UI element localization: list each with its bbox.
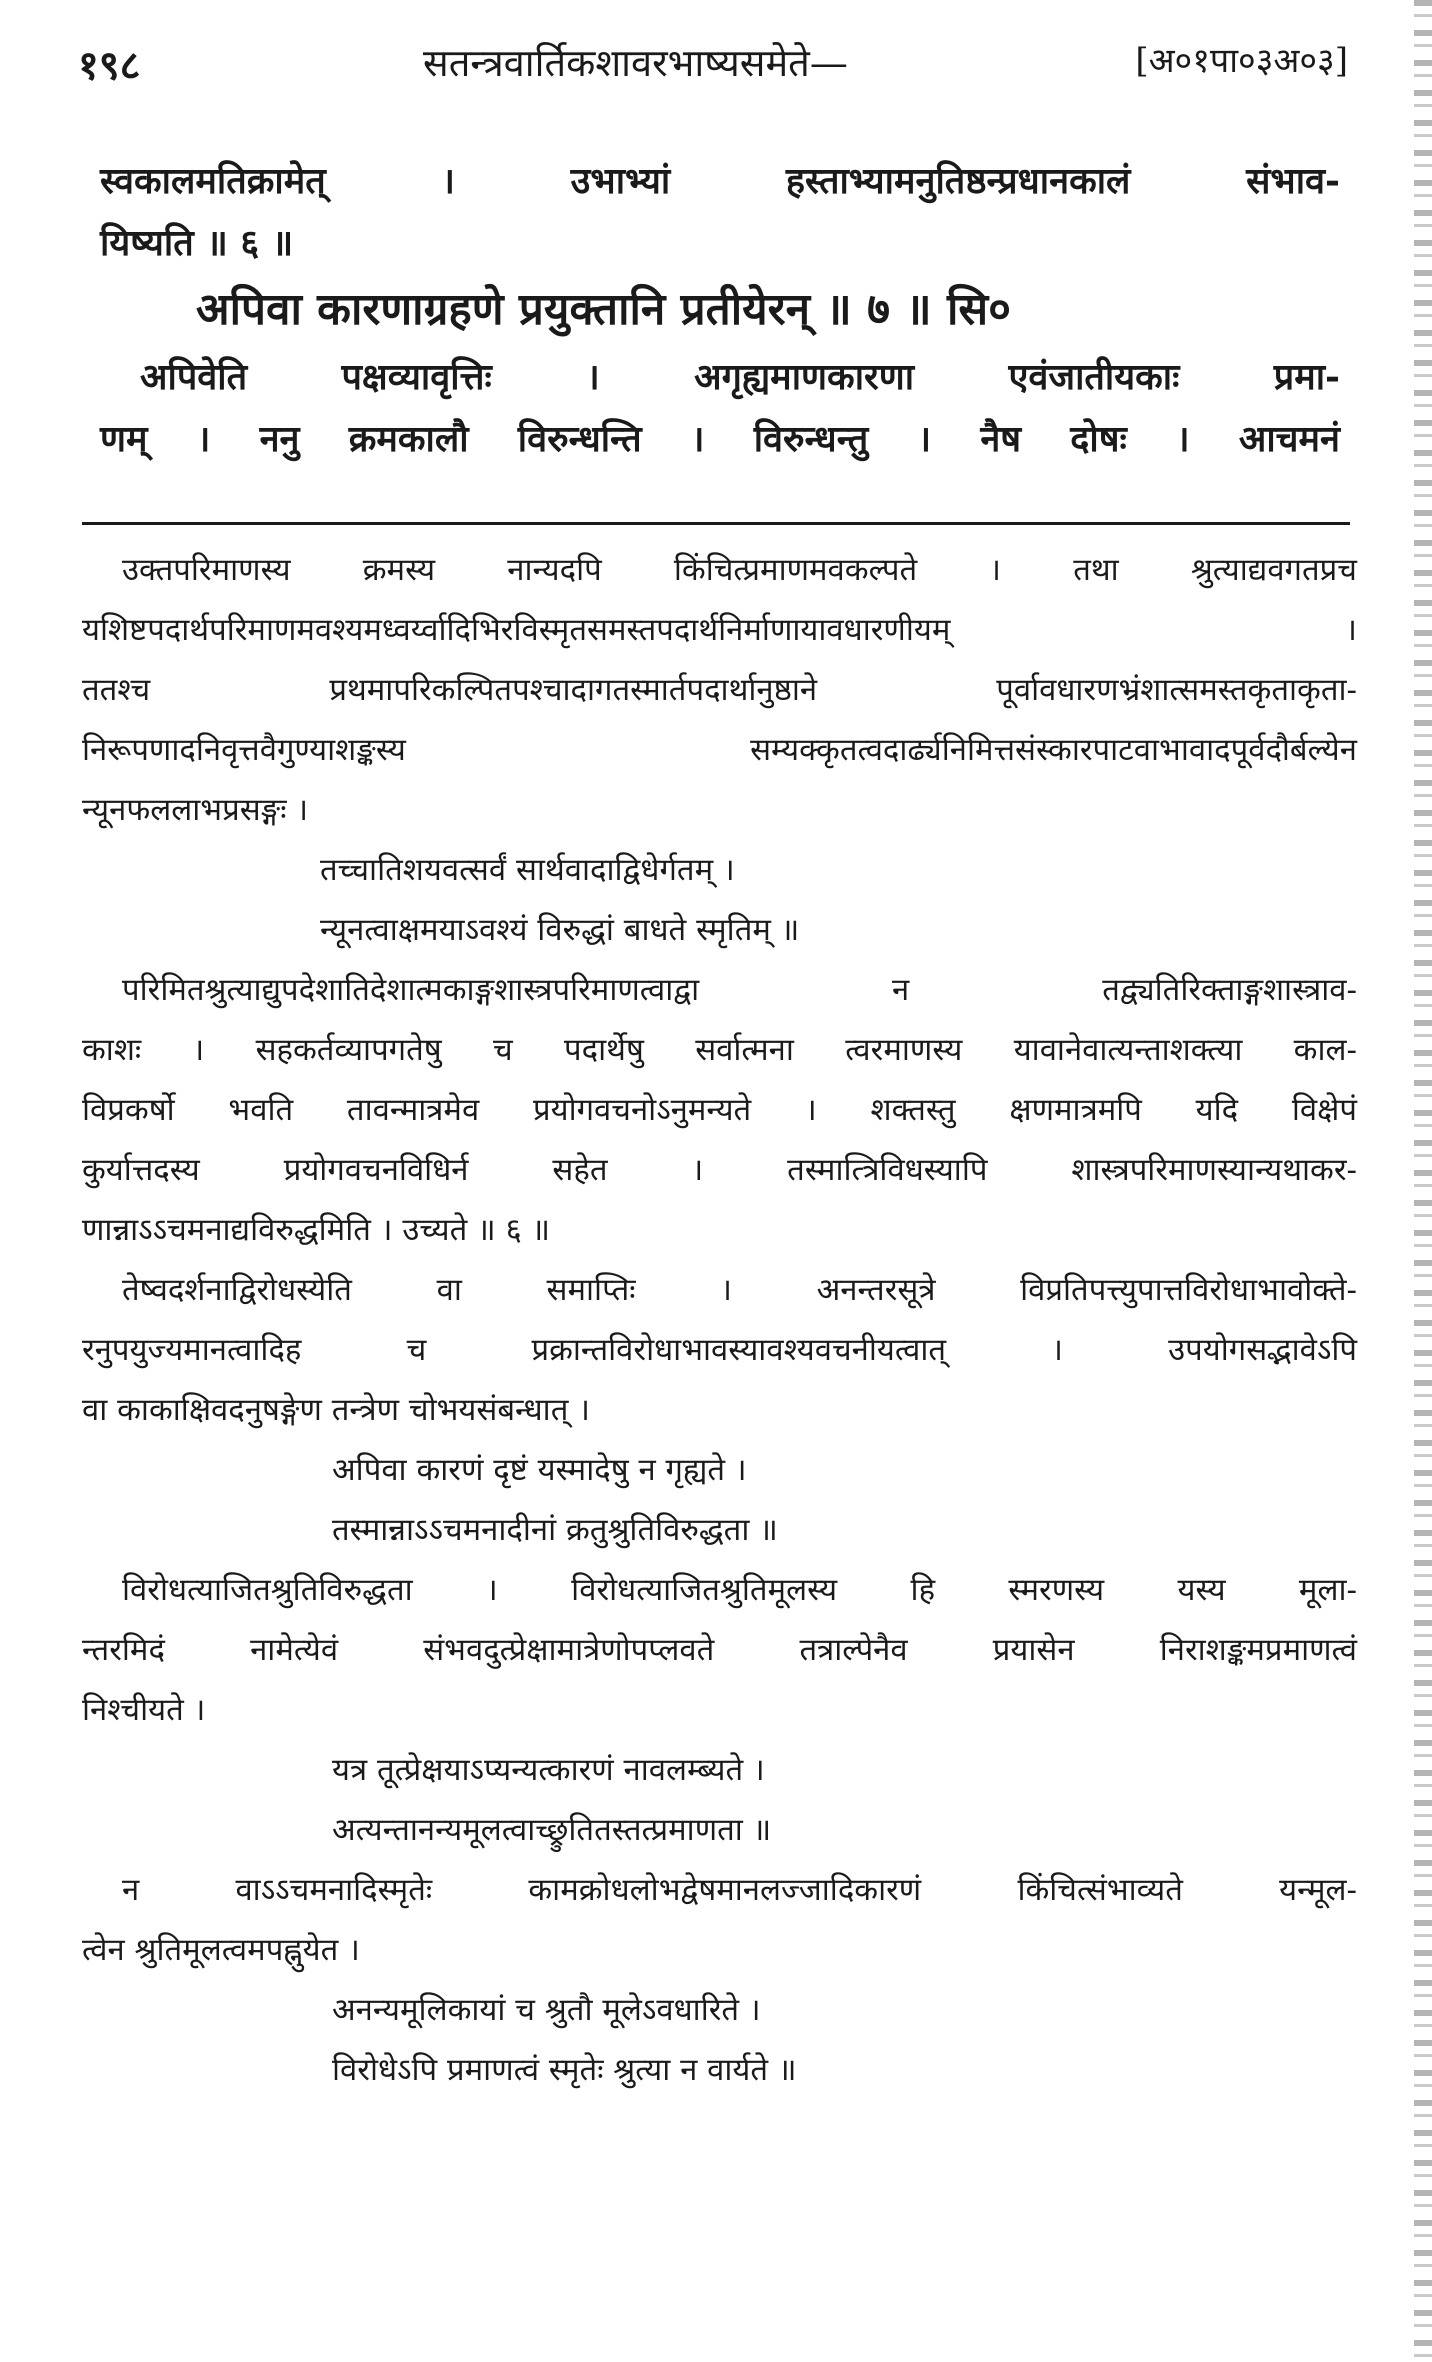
text-line: त्वेन श्रुतिमूलत्वमपह्नुयेत । bbox=[82, 1932, 360, 1968]
text-line: रनुपयुज्यमानत्वादिह च प्रक्रान्तविरोधाभावस्यावश्यवचनीयत्वात् । उपयोगसद्भावेऽपि bbox=[82, 1332, 1357, 1368]
section-divider bbox=[82, 522, 1350, 525]
text-line: तेष्वदर्शनाद्विरोधस्येति वा समाप्तिः । अनन्तरसूत्रे विप्रतिपत्त्युपात्तविरोधाभावोक्ते- bbox=[122, 1272, 1357, 1308]
text-line: कुर्यात्तदस्य प्रयोगवचनविधिर्न सहेत । तस्मात्त्रिविधस्यापि शास्त्रपरिमाणस्यान्यथाकर- bbox=[82, 1152, 1357, 1188]
header-title: सतन्त्रवार्तिकशावरभाष्यसमेते— bbox=[423, 41, 848, 85]
text-line: ततश्च प्रथमापरिकल्पितपश्चादागतस्मार्तपदार्थानुष्ठाने पूर्वावधारणभ्रंशात्समस्तकृताकृता- bbox=[82, 672, 1357, 708]
text-line: विरोधत्याजितश्रुतिविरुद्धता । विरोधत्याजितश्रुतिमूलस्य हि स्मरणस्य यस्य मूला- bbox=[122, 1572, 1357, 1608]
bhashya-line: यिष्यति ॥ ६ ॥ bbox=[100, 222, 294, 264]
text-line: यशिष्टपदार्थपरिमाणमवश्यमध्वर्य्वादिभिरविस्मृतसमस्तपदार्थनिर्माणायावधारणीयम् । bbox=[82, 612, 1357, 648]
verse-line: यत्र तूत्प्रेक्षयाऽप्यन्यत्कारणं नावलम्ब्यते । bbox=[332, 1752, 765, 1788]
commentary-paragraph bbox=[82, 1860, 1357, 1980]
verse-line: अपिवा कारणं दृष्टं यस्मादेषु न गृह्यते । bbox=[332, 1452, 747, 1488]
commentary-paragraph bbox=[82, 1560, 1357, 1740]
page-edge-binding bbox=[1414, 0, 1432, 2362]
verse-line: न्यूनत्वाक्षमयाऽवश्यं विरुद्धां बाधते स्मृतिम् ॥ bbox=[320, 912, 800, 948]
text-line: न्यूनफललाभप्रसङ्गः । bbox=[82, 792, 309, 828]
header-reference: [अ०१पा०३अ०३] bbox=[1135, 41, 1348, 81]
verse-line: तच्चातिशयवत्सर्वं सार्थवादाद्विधेर्गतम् । bbox=[320, 852, 735, 888]
commentary-paragraph bbox=[82, 960, 1357, 1260]
bhashya-line: स्वकालमतिक्रामेत् । उभाभ्यां हस्ताभ्यामनुतिष्ठन्प्रधानकालं संभाव- bbox=[100, 160, 1340, 202]
text-line: णान्नाऽऽचमनाद्यविरुद्धमिति । उच्यते ॥ ६ ॥ bbox=[82, 1212, 551, 1248]
text-line: परिमितश्रुत्याद्युपदेशातिदेशात्मकाङ्गशास्त्रपरिमाणत्वाद्वा न तद्व्यतिरिक्ताङ्गशास्त्राव- bbox=[122, 972, 1357, 1008]
text-line: निरूपणादनिवृत्तवैगुण्याशङ्कस्य सम्यक्कृतत्वदार्ढ्यनिमित्तसंस्कारपाटवाभावादपूर्वदौर्बल्येन bbox=[82, 732, 1357, 768]
text-line: न वाऽऽचमनादिस्मृतेः कामक्रोधलोभद्वेषमानलज्जादिकारणं किंचित्संभाव्यते यन्मूल- bbox=[122, 1872, 1357, 1908]
bhashya-line: णम् । ननु क्रमकालौ विरुन्धन्ति । विरुन्धन्तु । नैष दोषः । आचमनं bbox=[100, 418, 1340, 460]
text-line: न्तरमिदं नामेत्येवं संभवदुत्प्रेक्षामात्रेणोपप्लवते तत्राल्पेनैव प्रयासेन निराशङ्कमप्रमाणत्वं bbox=[82, 1632, 1357, 1668]
sutra-text: अपिवा कारणाग्रहणे प्रयुक्तानि प्रतीयेरन् ॥ ७ ॥ सि० bbox=[196, 284, 1011, 335]
running-header bbox=[78, 28, 1348, 98]
text-line: विप्रकर्षो भवति तावन्मात्रमेव प्रयोगवचनोऽनुमन्यते । शक्तस्तु क्षणमात्रमपि यदि विक्षेपं bbox=[82, 1092, 1357, 1128]
verse-line: विरोधेऽपि प्रमाणत्वं स्मृतेः श्रुत्या न वार्यते ॥ bbox=[332, 2052, 797, 2088]
verse-line: अनन्यमूलिकायां च श्रुतौ मूलेऽवधारिते । bbox=[332, 1992, 761, 2028]
sutra-bhashya-block bbox=[100, 150, 1340, 470]
page-number: १९८ bbox=[78, 42, 141, 89]
text-line: उक्तपरिमाणस्य क्रमस्य नान्यदपि किंचित्प्रमाणमवकल्पते । तथा श्रुत्याद्यवगतप्रच bbox=[122, 552, 1357, 588]
text-line: निश्चीयते । bbox=[82, 1692, 206, 1728]
commentary-paragraph bbox=[82, 1260, 1357, 1440]
commentary-paragraph bbox=[82, 540, 1357, 840]
bhashya-line: अपिवेति पक्षव्यावृत्तिः । अगृह्यमाणकारणा एवंजातीयकाः प्रमा- bbox=[140, 356, 1340, 398]
verse-line: अत्यन्तानन्यमूलत्वाच्छ्रुतितस्तत्प्रमाणता ॥ bbox=[332, 1812, 772, 1848]
verse-line: तस्मान्नाऽऽचमनादीनां क्रतुश्रुतिविरुद्धता ॥ bbox=[332, 1512, 778, 1548]
text-line: वा काकाक्षिवदनुषङ्गेण तन्त्रेण चोभयसंबन्धात् । bbox=[82, 1392, 590, 1428]
commentary-block bbox=[82, 540, 1357, 2100]
text-line: काशः । सहकर्तव्यापगतेषु च पदार्थेषु सर्वात्मना त्वरमाणस्य यावानेवात्यन्ताशक्त्या काल- bbox=[82, 1032, 1357, 1068]
